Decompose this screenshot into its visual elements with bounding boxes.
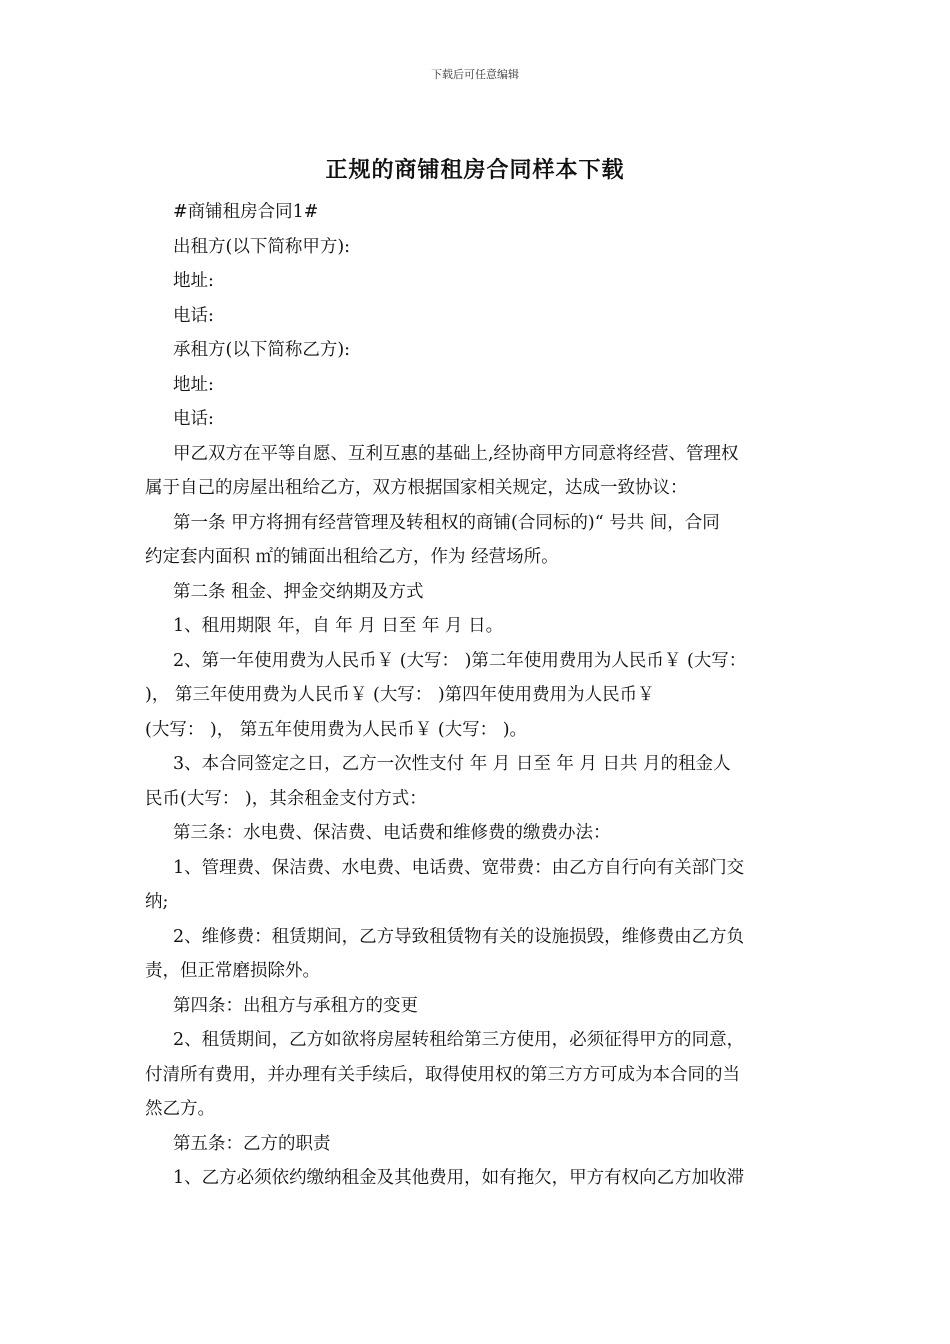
- page-header-note: 下载后可任意编辑: [431, 68, 519, 81]
- text-line: 第五条：乙方的职责: [173, 1133, 331, 1154]
- document-title: 正规的商铺租房合同样本下载: [325, 157, 625, 183]
- text-line: 地址:: [173, 374, 214, 395]
- document-body: [145, 195, 813, 1196]
- text-line: 1、管理费、保洁费、水电费、电话费、宽带费：由乙方自行向有关部门交: [173, 857, 745, 878]
- text-line: 第二条 租金、押金交纳期及方式: [173, 581, 424, 602]
- text-line: 民币(大写： )，其余租金支付方式：: [145, 788, 427, 809]
- text-line: (大写： )， 第五年使用费为人民币￥ (大写： )。: [145, 719, 528, 740]
- text-line: 第三条：水电费、保洁费、电话费和维修费的缴费办法：: [173, 823, 611, 843]
- text-line: 承租方(以下简称乙方):: [173, 340, 351, 360]
- text-line: 纳;: [145, 892, 169, 912]
- text-line: 甲乙双方在平等自愿、互利互惠的基础上,经协商甲方同意将经营、管理权: [173, 443, 739, 464]
- text-line: 3、本合同签定之日，乙方一次性支付 年 月 日至 年 月 日共 月的租金人: [173, 754, 731, 774]
- text-line: 电话:: [173, 409, 214, 429]
- text-line: 1、乙方必须依约缴纳租金及其他费用，如有拖欠，甲方有权向乙方加收滞: [173, 1168, 745, 1188]
- text-line: 2、租赁期间，乙方如欲将房屋转租给第三方使用，必须征得甲方的同意，: [173, 1030, 745, 1050]
- text-line: 2、第一年使用费为人民币￥ (大写： )第二年使用费用为人民币￥ (大写：: [173, 650, 747, 671]
- text-line: 出租方(以下简称甲方):: [173, 236, 351, 257]
- text-line: 属于自己的房屋出租给乙方，双方根据国家相关规定，达成一致协议：: [145, 478, 688, 498]
- text-line: 约定套内面积 ㎡的铺面出租给乙方，作为 经营场所。: [145, 547, 559, 567]
- text-line: 电话:: [173, 305, 214, 326]
- text-line: )， 第三年使用费为人民币￥ (大写： )第四年使用费用为人民币￥: [145, 685, 655, 705]
- text-line: 1、租用期限 年，自 年 月 日至 年 月 日。: [173, 616, 504, 636]
- text-line: 第一条 甲方将拥有经营管理及转租权的商铺(合同标的)“ 号共 间，合同: [173, 512, 720, 533]
- text-line: #商铺租房合同1#: [173, 202, 319, 222]
- text-line: 然乙方。: [145, 1099, 215, 1119]
- text-line: 地址:: [173, 271, 214, 291]
- text-line: 第四条：出租方与承租方的变更: [173, 995, 418, 1016]
- text-line: 责，但正常磨损除外。: [145, 961, 320, 981]
- text-line: 付清所有费用，并办理有关手续后，取得使用权的第三方方可成为本合同的当: [145, 1064, 740, 1085]
- text-line: 2、维修费：租赁期间，乙方导致租赁物有关的设施损毁，维修费由乙方负: [173, 926, 745, 947]
